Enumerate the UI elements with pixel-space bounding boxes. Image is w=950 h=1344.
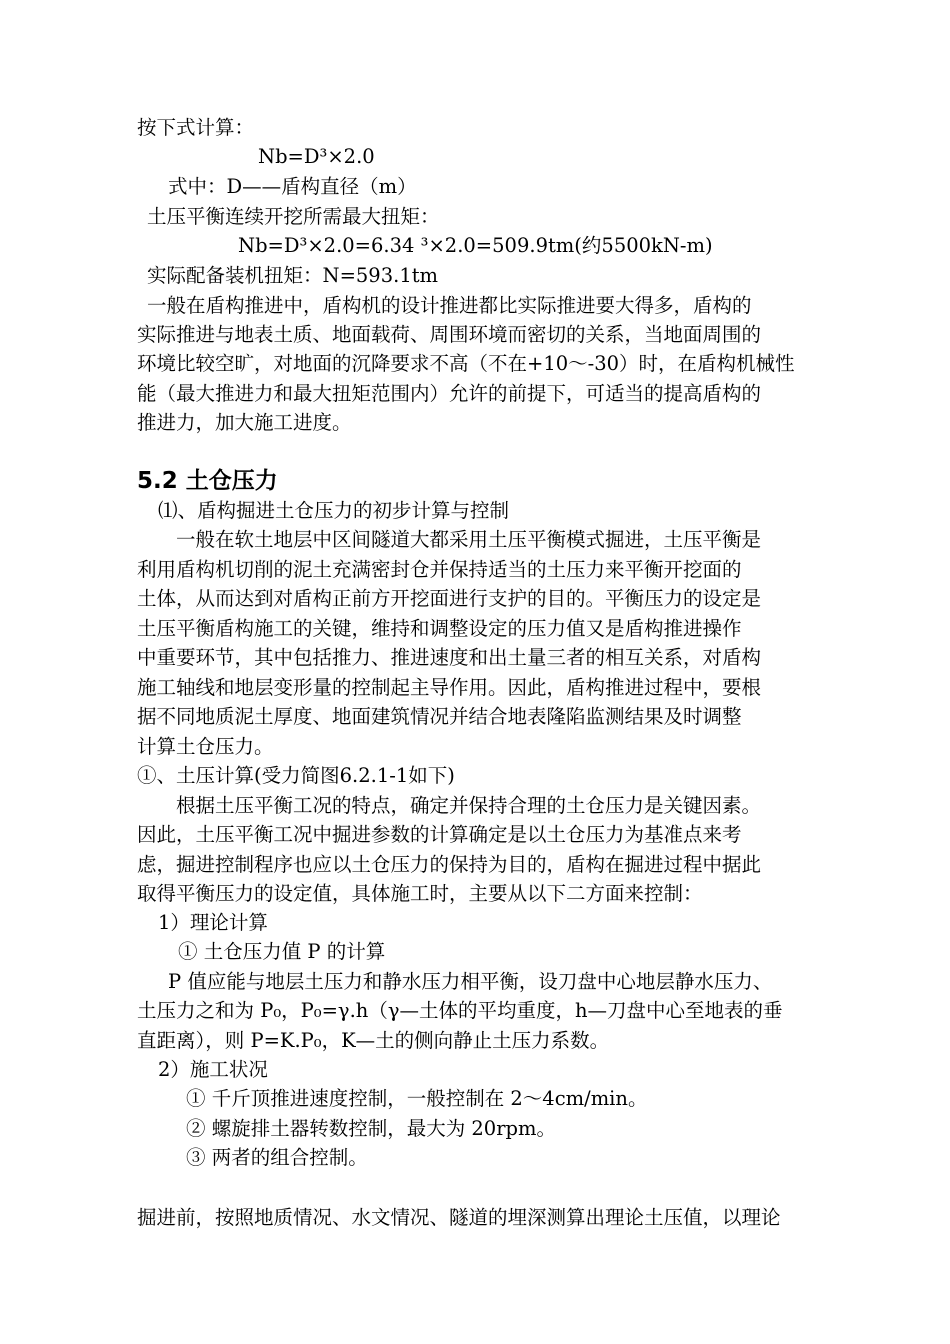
paragraph-line: P 值应能与地层土压力和静水压力相平衡，设刀盘中心地层静水压力、 <box>168 970 773 993</box>
paragraph-line: 据不同地质泥土厚度、地面建筑情况并结合地表隆陷监测结果及时调整 <box>137 705 742 728</box>
section-heading: 5.2 土仓压力 <box>137 468 278 494</box>
formula-line: Nb=D³×2.0 <box>258 145 375 168</box>
paragraph-line: 一般在盾构推进中，盾构机的设计推进都比实际推进要大得多，盾构的 <box>147 294 752 317</box>
paragraph-line: 利用盾构机切削的泥土充满密封仓并保持适当的土压力来平衡开挖面的 <box>137 558 742 581</box>
list-item: ② 螺旋排土器转数控制，最大为 20rpm。 <box>186 1117 557 1140</box>
subheading: ①、土压计算(受力简图6.2.1-1如下) <box>137 764 455 787</box>
list-item: ③ 两者的组合控制。 <box>186 1146 368 1169</box>
list-item: 1）理论计算 <box>158 911 268 934</box>
paragraph-line: 实际推进与地表土质、地面载荷、周围环境而密切的关系，当地面周围的 <box>137 323 762 346</box>
paragraph-line: 直距离），则 P=K.P₀，K—土的侧向静止土压力系数。 <box>137 1029 610 1052</box>
paragraph-line: 一般在软土地层中区间隧道大都采用土压平衡模式掘进，土压平衡是 <box>176 528 762 551</box>
paragraph-line: 中重要环节，其中包括推力、推进速度和出土量三者的相互关系，对盾构 <box>137 646 762 669</box>
formula-line: Nb=D³×2.0=6.34 ³×2.0=509.9tm(约5500kN-m) <box>238 234 713 257</box>
paragraph-line: 掘进前，按照地质情况、水文情况、隧道的埋深测算出理论土压值，以理论 <box>137 1206 781 1229</box>
paragraph-line: 推进力，加大施工进度。 <box>137 411 352 434</box>
paragraph-line: 取得平衡压力的设定值，具体施工时，主要从以下二方面来控制： <box>137 882 703 905</box>
text-line: 实际配备装机扭矩：N=593.1tm <box>147 264 439 287</box>
text-line: 式中：D——盾构直径（m） <box>168 175 417 198</box>
text-line: 土压平衡连续开挖所需最大扭矩： <box>147 205 440 228</box>
list-item: ① 土仓压力值 P 的计算 <box>178 940 386 963</box>
paragraph-line: 虑，掘进控制程序也应以土仓压力的保持为目的，盾构在掘进过程中据此 <box>137 853 762 876</box>
text-line: 按下式计算： <box>137 116 255 139</box>
subheading: ⑴、盾构掘进土仓压力的初步计算与控制 <box>158 499 510 522</box>
paragraph-line: 施工轴线和地层变形量的控制起主导作用。因此，盾构推进过程中，要根 <box>137 676 762 699</box>
paragraph-line: 土体，从而达到对盾构正前方开挖面进行支护的目的。平衡压力的设定是 <box>137 587 762 610</box>
paragraph-line: 环境比较空旷，对地面的沉降要求不高（不在+10～-30）时，在盾构机械性 <box>137 352 795 375</box>
paragraph-line: 计算土仓压力。 <box>137 735 274 758</box>
paragraph-line: 土压平衡盾构施工的关键，维持和调整设定的压力值又是盾构推进操作 <box>137 617 742 640</box>
paragraph-line: 能（最大推进力和最大扭矩范围内）允许的前提下，可适当的提高盾构的 <box>137 382 762 405</box>
paragraph-line: 根据土压平衡工况的特点，确定并保持合理的土仓压力是关键因素。 <box>176 794 762 817</box>
paragraph-line: 土压力之和为 P₀，P₀=γ.h（γ—土体的平均重度，h—刀盘中心至地表的垂 <box>137 999 783 1022</box>
list-item: ① 千斤顶推进速度控制，一般控制在 2～4cm/min。 <box>186 1087 648 1110</box>
list-item: 2）施工状况 <box>158 1058 268 1081</box>
paragraph-line: 因此，土压平衡工况中掘进参数的计算确定是以土仓压力为基准点来考 <box>137 823 742 846</box>
